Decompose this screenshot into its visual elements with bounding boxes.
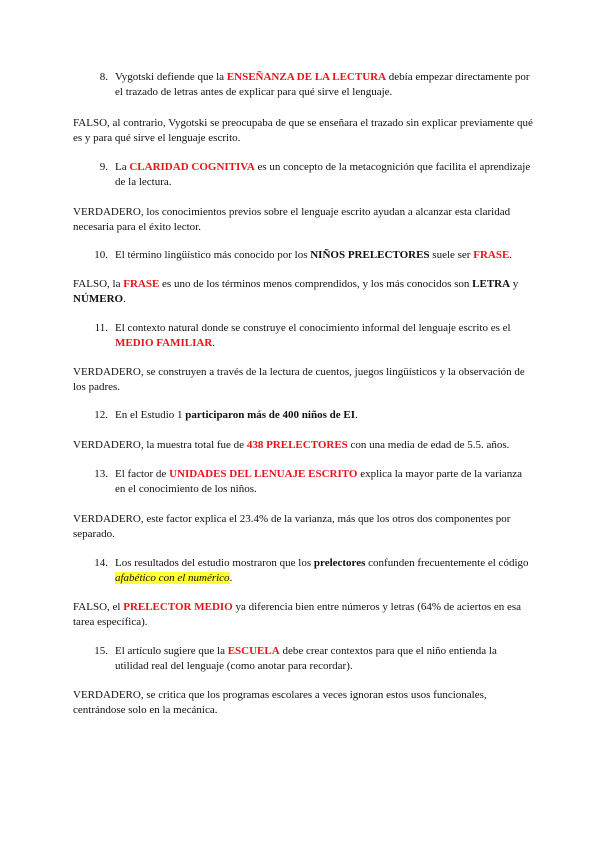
text-run: ya diferencia bien entre números y letras (64% de aciertos en esa tarea específica).	[73, 601, 522, 628]
answer-13	[73, 512, 533, 542]
text-run: .	[509, 249, 513, 261]
question-text	[115, 556, 533, 586]
answer-12	[73, 438, 533, 453]
text-run: .	[212, 337, 216, 349]
text-run: debe crear contextos para que el niño entienda la utilidad real del lenguaje (como anotar para recordar).	[115, 645, 497, 672]
highlighted-term: MEDIO FAMILIAR	[115, 337, 213, 349]
question-15	[73, 644, 533, 674]
text-run: VERDADERO, los conocimientos previos sobre el lenguaje escrito ayudan a alcanzar esta claridad necesaria para el éxito lector.	[73, 206, 511, 233]
highlighted-term: FRASE	[123, 278, 160, 290]
bold-term: NIÑOS PRELECTORES	[310, 249, 430, 261]
bold-term: participaron más de 400 niños de EI	[185, 409, 355, 421]
answer-11	[73, 365, 533, 395]
question-8	[73, 70, 533, 100]
question-number: 11.	[94, 322, 108, 334]
highlighted-term: UNIDADES DEL LENUAJE ESCRITO	[169, 468, 358, 480]
text-run: En el Estudio 1	[115, 409, 186, 421]
question-number: 12.	[94, 409, 108, 421]
question-text	[115, 408, 533, 423]
question-13	[73, 467, 533, 497]
text-run: La	[115, 161, 130, 173]
text-run: El artículo sugiere que la	[115, 645, 228, 657]
text-run: VERDADERO, este factor explica el 23.4% de la varianza, más que los otros dos componentes por separado.	[73, 513, 511, 540]
question-11	[73, 321, 533, 351]
highlighted-term: FRASE	[473, 249, 510, 261]
highlighted-term: ENSEÑANZA DE LA LECTURA	[226, 71, 387, 83]
question-text	[115, 248, 533, 263]
question-10	[73, 248, 533, 263]
answer-10	[73, 277, 533, 307]
text-run: .	[229, 572, 233, 584]
bold-term: prelectores	[313, 557, 366, 569]
text-run: y	[510, 278, 519, 290]
question-9	[73, 160, 533, 190]
text-run: VERDADERO, se critica que los programas escolares a veces ignoran estos usos funcionales, centrándose solo en la mecánica.	[73, 689, 487, 716]
text-run: FALSO, al contrario, Vygotski se preocupaba de que se enseñara el trazado sin explicar previamente qué es y para qué sirve el lenguaje escrito.	[73, 117, 533, 144]
bold-term: NÚMERO	[73, 293, 124, 305]
question-number: 9.	[99, 161, 108, 173]
question-number: 10.	[94, 249, 108, 261]
question-text	[115, 644, 533, 674]
question-text	[115, 160, 533, 190]
text-run: El contexto natural donde se construye el conocimiento informal del lenguaje escrito es el	[115, 322, 511, 334]
answer-9	[73, 205, 533, 235]
answer-15	[73, 688, 533, 718]
bold-term: LETRA	[472, 278, 511, 290]
text-run: explica la mayor parte de la varianza en el conocimiento de los niños.	[115, 468, 523, 495]
highlighted-term: PRELECTOR MEDIO	[123, 601, 233, 613]
highlighted-term: CLARIDAD COGNITIVA	[129, 161, 255, 173]
text-run: VERDADERO, se construyen a través de la lectura de cuentos, juegos lingüísticos y la observación de los padres.	[73, 366, 525, 393]
text-run: suele ser	[429, 249, 474, 261]
question-12	[73, 408, 533, 423]
yellow-highlighted-text: afabético con el numérico	[115, 572, 230, 584]
question-number: 15.	[94, 645, 108, 657]
text-run: confunden frecuentemente el código	[365, 557, 529, 569]
text-run: debía empezar directamente por el trazado de letras antes de explicar para qué sirve el lenguaje.	[115, 71, 530, 98]
question-text	[115, 70, 533, 100]
text-run: El término lingüístico más conocido por los	[115, 249, 311, 261]
answer-8	[73, 116, 533, 146]
question-text	[115, 467, 533, 497]
question-number: 8.	[99, 71, 108, 83]
text-run: VERDADERO, la muestra total fue de	[73, 439, 247, 451]
text-run: El factor de	[115, 468, 170, 480]
text-run: .	[355, 409, 358, 421]
answer-14	[73, 600, 533, 630]
text-run: Los resultados del estudio mostraron que los	[115, 557, 314, 569]
question-number: 14.	[94, 557, 108, 569]
text-run: es uno de los términos menos comprendidos, y los más conocidos son	[159, 278, 473, 290]
text-run: con una media de edad de 5.5. años.	[347, 439, 510, 451]
question-number: 13.	[94, 468, 108, 480]
text-run: FALSO, la	[73, 278, 124, 290]
highlighted-term: 438 PRELECTORES	[246, 439, 348, 451]
question-14	[73, 556, 533, 586]
text-run: es un concepto de la metacognición que facilita el aprendizaje de la lectura.	[115, 161, 531, 188]
text-run: Vygotski defiende que la	[115, 71, 227, 83]
text-run: .	[123, 293, 126, 305]
text-run: FALSO, el	[73, 601, 124, 613]
question-text	[115, 321, 533, 351]
highlighted-term: ESCUELA	[227, 645, 280, 657]
